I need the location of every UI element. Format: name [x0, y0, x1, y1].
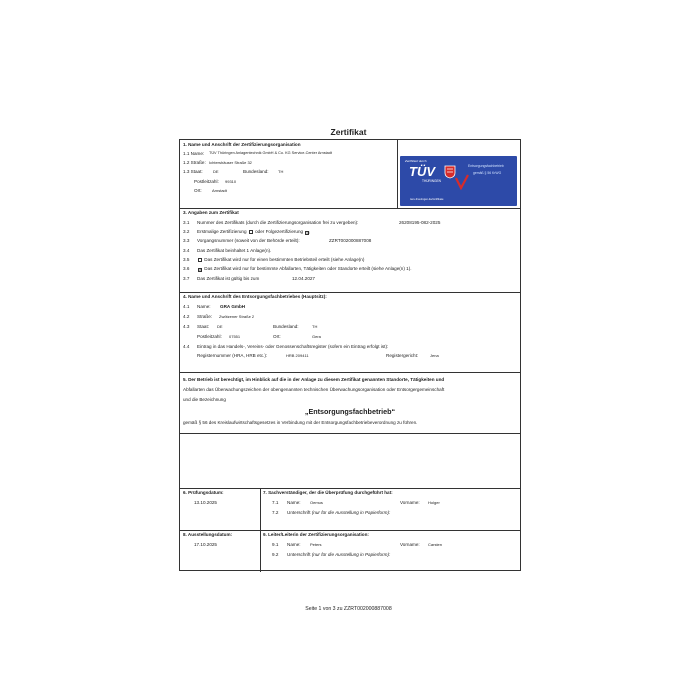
company-city-label: Ort: — [273, 334, 281, 339]
operating-part-text: Das Zertifikat wird nur für einen bestimmten Betriebsteil erteilt (siehe Anlage(n) — [204, 257, 365, 262]
head-signature-label — [287, 552, 390, 558]
divider — [397, 140, 398, 208]
company-zip-label: Postleitzahl: — [197, 334, 222, 339]
signature-label: Unterschrift — [287, 510, 311, 515]
row-number: 3.5 — [183, 257, 190, 262]
exam-date-label: 6. Prüfungsdatum: — [183, 490, 224, 495]
section-5-line-2: Abfallarten das Überwachungszeichen der obengenannten technischen Überwachungsorganisation oder Entsorgergemeinschaft — [183, 387, 445, 392]
company-city-value: Gera — [312, 334, 321, 339]
page-title: Zertifikat — [330, 127, 367, 137]
designation-heading: „Entsorgungsfachbetrieb“ — [304, 407, 396, 416]
issue-date-value: 17.10.2025 — [194, 542, 217, 547]
initial-certification-label: Erstmalige Zertifizierung — [197, 229, 247, 234]
divider — [180, 208, 520, 209]
row-number: 9.2 — [272, 552, 279, 557]
follow-certification-label: oder Folgezertifizierung — [255, 229, 304, 234]
row-number: 3.4 — [183, 248, 190, 253]
company-land-label: Bundesland: — [273, 324, 299, 329]
row-number: 4.3 — [183, 324, 190, 329]
logo-sub: THÜRINGEN — [422, 179, 441, 183]
process-number-value: ZZRT002000887008 — [329, 238, 372, 243]
validity-value: 12.04.2027 — [292, 276, 315, 281]
expert-header: 7. Sachverständiger, der die Überprüfung durchgeführt hat: — [263, 490, 393, 495]
street-label: 1.2 Straße: — [183, 160, 206, 165]
divider — [180, 488, 520, 489]
certificate-number-label: Nummer des Zertifikats (durch die Zertifizierungsorganisation frei zu vergeben): — [197, 220, 359, 225]
divider — [180, 292, 520, 293]
head-header: 9. Leiter/Leiterin der Zertifizierungsorganisation: — [263, 532, 369, 537]
company-state-label: Staat: — [197, 324, 210, 329]
name-label: 1.1 Name: — [183, 151, 205, 156]
zip-label: Postleitzahl: — [194, 179, 219, 184]
issue-date-label: 8. Ausstellungsdatum: — [183, 532, 233, 537]
logo-right-2: gemäß § 56 KrWG — [473, 171, 502, 175]
section-5-line-1: 5. Der Betrieb ist berechtigt, im Hinblick auf die in der Anlage zu diesem Zertifikat genannten Standorte, Tätigkeiten und — [183, 377, 445, 382]
certificate-number-value: 26208195-082-2025 — [399, 220, 441, 225]
city-label: Ort: — [194, 188, 202, 193]
section-5-line-4: gemäß § 56 des Kreislaufwirtschaftsgesetzes in Verbindung mit der Entsorgungsfachbetriebeverordnung zu führen. — [183, 420, 418, 425]
waste-types-checkbox: ☒ — [199, 267, 203, 272]
page-footer: Seite 1 von 3 zu ZZRT002000887008 — [305, 606, 392, 612]
divider — [180, 433, 520, 434]
company-street-label: Straße: — [197, 314, 213, 319]
street-value: Ichtershäuser Straße 32 — [209, 160, 252, 165]
row-number: 4.2 — [183, 314, 190, 319]
expert-firstname-value: Holger — [428, 500, 440, 505]
row-number: 7.2 — [272, 510, 279, 515]
expert-name-value: Oemus — [310, 500, 323, 505]
attachments-text: Das Zertifikat beinhaltet 1 Anlage(n). — [197, 248, 272, 253]
exam-date-value: 13.10.2025 — [194, 500, 217, 505]
divider — [260, 488, 261, 572]
logo-top-text: Zertifiziert durch — [405, 159, 427, 163]
initial-certification-checkbox — [249, 230, 253, 234]
row-number: 3.6 — [183, 266, 190, 271]
section-4-header: 4. Name und Anschrift des Entsorgungsfachbetriebes (Hauptsitz): — [183, 294, 327, 299]
head-name-value: Peters — [310, 542, 322, 547]
company-name-value: GRA GmbH — [220, 304, 246, 309]
company-state-value: DE — [217, 324, 223, 329]
city-value: Arnstadt — [212, 188, 227, 193]
row-number: 3.1 — [183, 220, 190, 225]
divider — [180, 372, 520, 373]
signature-note: (nur für die Ausstellung in Papierform): — [311, 510, 391, 515]
company-zip-value: 07551 — [229, 334, 241, 339]
logo-right-1: Entsorgungsfachbetrieb — [468, 164, 504, 168]
expert-name-label: Name: — [287, 500, 301, 505]
land-label: Bundesland: — [243, 169, 269, 174]
follow-certification-checkbox: ☒ — [306, 230, 310, 235]
waste-types-text: Das Zertifikat wird nur für bestimmte Abfallarten, Tätigkeiten oder Standorte erteilt (siehe Anlage(n) 1). — [204, 266, 412, 271]
register-number-label: Registernummer (HRA, HRB etc.): — [197, 353, 268, 358]
row-number: 9.1 — [272, 542, 279, 547]
register-court-value: Jena — [430, 353, 439, 358]
signature-label: Unterschrift — [287, 552, 311, 557]
head-firstname-value: Carsten — [428, 542, 443, 547]
section-5-line-3: und die Bezeichnung — [183, 397, 226, 402]
company-land-value: TH — [312, 324, 318, 329]
waste-types-row — [197, 266, 412, 272]
company-street-value: Zwötzener Straße 2 — [219, 314, 255, 319]
state-value: DE — [213, 169, 219, 174]
state-label: 1.3 Staat: — [183, 169, 203, 174]
divider — [180, 530, 520, 531]
row-number: 3.3 — [183, 238, 190, 243]
operating-part-checkbox — [198, 258, 202, 262]
register-number-value: HRB 209411 — [286, 353, 309, 358]
expert-firstname-label: Vorname: — [400, 500, 420, 505]
row-number: 3.2 — [183, 229, 190, 234]
process-number-label: Vorgangsnummer (soweit von der Behörde erteilt): — [197, 238, 300, 243]
operating-part-row — [197, 257, 364, 263]
logo-brand: TÜV — [409, 164, 435, 179]
row-number: 3.7 — [183, 276, 190, 281]
register-entry-label: Eintrag in das Handels-, Vereins- oder Genossenschaftsregister (sofern ein Eintrag erfolgt ist): — [197, 344, 389, 349]
register-court-label: Registergericht: — [386, 353, 419, 358]
company-name-label: Name: — [197, 304, 211, 309]
expert-signature-label — [287, 510, 390, 516]
land-value: TH — [278, 169, 284, 174]
signature-note: (nur für die Ausstellung in Papierform): — [311, 552, 391, 557]
tuev-logo — [400, 156, 517, 206]
row-number: 4.4 — [183, 344, 190, 349]
logo-bottom: tuev-thueringen.de/zertifikate — [410, 198, 444, 201]
validity-label: Das Zertifikat ist gültig bis zum — [197, 276, 260, 281]
row-number: 7.1 — [272, 500, 279, 505]
section-3-header: 3. Angaben zum Zertifikat — [183, 210, 239, 215]
head-firstname-label: Vorname: — [400, 542, 420, 547]
certification-type — [197, 229, 310, 235]
checkmark-icon — [455, 174, 469, 190]
zip-value: 99310 — [225, 179, 237, 184]
name-value: TÜV Thüringen Anlagentechnik GmbH & Co. KG Service-Center Arnstadt — [209, 151, 332, 155]
row-number: 4.1 — [183, 304, 190, 309]
head-name-label: Name: — [287, 542, 301, 547]
section-1-header: 1. Name und Anschrift der Zertifizierungsorganisation — [183, 142, 301, 147]
